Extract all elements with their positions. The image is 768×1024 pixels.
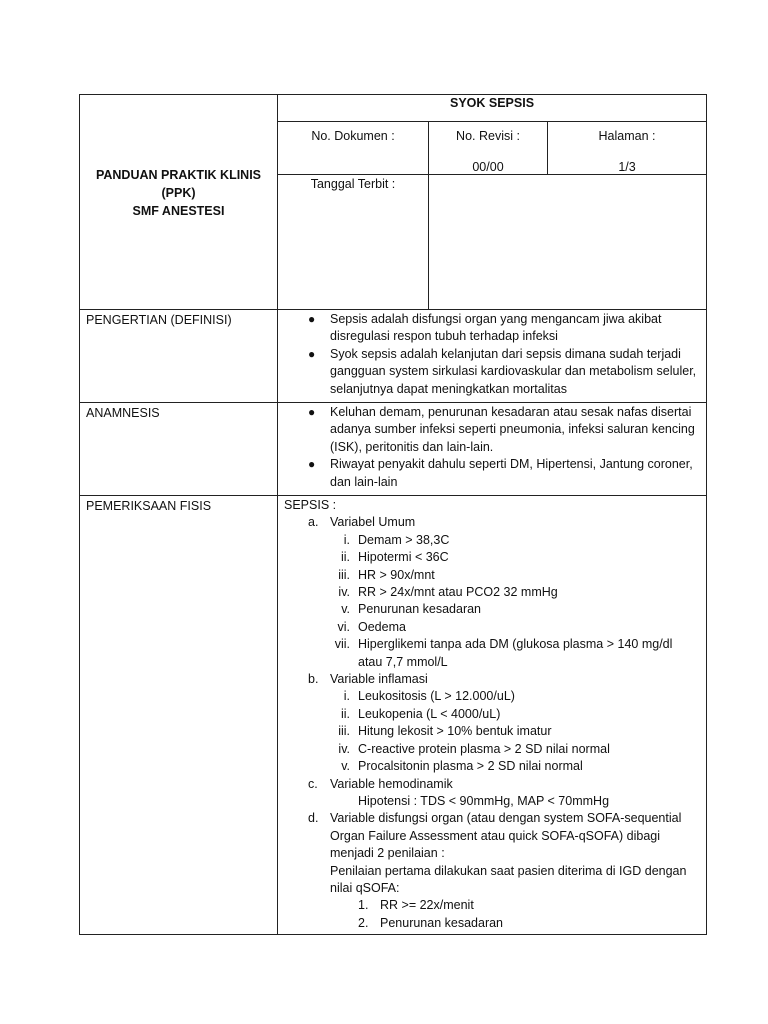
list-item-text: Procalsitonin plasma > 2 SD nilai normal	[358, 759, 583, 774]
list-item-text: Demam > 38,3C	[358, 532, 450, 547]
list-item-text: Leukositosis (L > 12.000/uL)	[358, 689, 515, 704]
list-item: c. Variable hemodinamik	[308, 776, 453, 791]
bullet-icon: ●	[308, 312, 316, 326]
logo-cell	[80, 95, 278, 310]
list-marker: v.	[341, 602, 350, 617]
list-item: ● Syok sepsis adalah kelanjutan dari sepsis dimana sudah terjadi gangguan system sirkulasi kardiovaskular dan metabolism seluler, selanjutnya dapat meningkatkan mortalitas	[308, 346, 697, 396]
list-item-detail: Hipotensi : TDS < 90mmHg, MAP < 70mmHg	[358, 793, 610, 808]
list-item	[284, 897, 700, 914]
list-item	[284, 723, 700, 740]
page-label: Halaman :	[598, 129, 656, 143]
list-item-text: Penurunan kesadaran	[380, 915, 504, 930]
list-item: b. Variable inflamasi	[308, 672, 428, 687]
doc-number-cell	[278, 122, 429, 175]
list-item-text: Penurunan kesadaran	[358, 602, 482, 617]
list-item-text: Hipotermi < 36C	[358, 550, 449, 565]
list-marker: ii.	[340, 706, 350, 721]
list-item-text: C-reactive protein plasma > 2 SD nilai normal	[358, 741, 610, 756]
list-marker: iv.	[338, 741, 350, 756]
list-item	[284, 741, 700, 758]
list-item	[284, 549, 700, 566]
list-item: a. Variabel Umum	[308, 515, 416, 530]
list-item: ● Riwayat penyakit dahulu seperti DM, Hipertensi, Jantung coroner, dan lain-lain	[308, 457, 693, 489]
list-item-text: Hitung lekosit > 10% bentuk imatur	[358, 724, 552, 739]
issue-date-cell	[278, 175, 429, 310]
list-item	[284, 915, 700, 932]
list-marker: i.	[343, 532, 350, 547]
list-item-text: Oedema	[358, 619, 406, 634]
section-body-anamnesis	[278, 403, 707, 496]
institution-line: PANDUAN PRAKTIK KLINIS	[95, 168, 262, 182]
list-marker: v.	[341, 759, 350, 774]
list-item-text: RR >= 22x/menit	[380, 898, 474, 913]
list-item-text: Hiperglikemi tanpa ada DM (glukosa plasma > 140 mg/dl	[358, 637, 673, 652]
list-marker: iii.	[338, 724, 350, 739]
revision-cell	[429, 122, 548, 175]
revision-value: 00/00	[472, 160, 504, 174]
institution-line: SMF ANESTESI	[132, 204, 225, 218]
list-item-continuation: Organ Failure Assessment atau quick SOFA-qSOFA) dibagi	[330, 828, 661, 843]
document-title: SYOK SEPSIS	[278, 95, 707, 122]
ppk-form-table	[79, 94, 707, 935]
list-item	[284, 636, 700, 653]
list-item-continuation: atau 7,7 mmol/L	[358, 654, 448, 669]
list-marker: vii.	[334, 637, 350, 652]
list-item-continuation: menjadi 2 penilaian :	[330, 846, 445, 861]
list-item	[284, 567, 700, 584]
list-item-continuation: Penilaian pertama dilakukan saat pasien diterima di IGD dengan	[330, 863, 687, 878]
list-item	[284, 706, 700, 723]
list-item	[284, 584, 700, 601]
list-item: d. Variable disfungsi organ (atau dengan system SOFA-sequential	[308, 811, 682, 826]
revision-label: No. Revisi :	[456, 129, 520, 143]
institution-line: (PPK)	[161, 186, 196, 200]
list-item-text: HR > 90x/mnt	[358, 567, 435, 582]
sepsis-heading: SEPSIS :	[284, 498, 337, 512]
list-item	[284, 601, 700, 618]
section-body-pemeriksaan	[278, 496, 707, 935]
list-marker: 2.	[358, 915, 369, 930]
list-marker: 1.	[358, 898, 369, 913]
list-item	[284, 619, 700, 636]
list-marker: iv.	[338, 585, 350, 600]
page-value: 1/3	[618, 160, 636, 174]
issue-date-value-cell	[429, 175, 707, 310]
list-marker: iii.	[338, 567, 350, 582]
bullet-icon: ●	[308, 405, 316, 419]
bullet-icon: ●	[308, 346, 316, 361]
institution-block	[80, 166, 277, 220]
list-marker: vi.	[337, 619, 350, 634]
list-item-text: RR > 24x/mnt atau PCO2 32 mmHg	[358, 585, 558, 600]
list-item-continuation: nilai qSOFA:	[330, 880, 400, 895]
list-item	[284, 532, 700, 549]
list-marker: i.	[343, 689, 350, 704]
list-item: ● Sepsis adalah disfungsi organ yang mengancam jiwa akibat disregulasi respon tubuh terhadap infeksi	[308, 312, 662, 344]
section-label-anamnesis: ANAMNESIS	[80, 403, 278, 496]
doc-number-label: No. Dokumen :	[311, 129, 395, 143]
page-cell	[548, 122, 707, 175]
list-item	[284, 688, 700, 705]
section-body-definisi	[278, 310, 707, 403]
list-item	[284, 758, 700, 775]
list-item-text: Leukopenia (L < 4000/uL)	[358, 706, 501, 721]
section-label-definisi: PENGERTIAN (DEFINISI)	[80, 310, 278, 403]
issue-date-label: Tanggal Terbit :	[310, 177, 396, 191]
list-marker: ii.	[340, 550, 350, 565]
bullet-icon: ●	[308, 457, 316, 472]
list-item: ● Keluhan demam, penurunan kesadaran atau sesak nafas disertai adanya sumber infeksi seperti pneumonia, infeksi saluran kencing (ISK), peritonitis dan lain-lain.	[308, 405, 695, 454]
section-label-pemeriksaan: PEMERIKSAAN FISIS	[80, 496, 278, 935]
